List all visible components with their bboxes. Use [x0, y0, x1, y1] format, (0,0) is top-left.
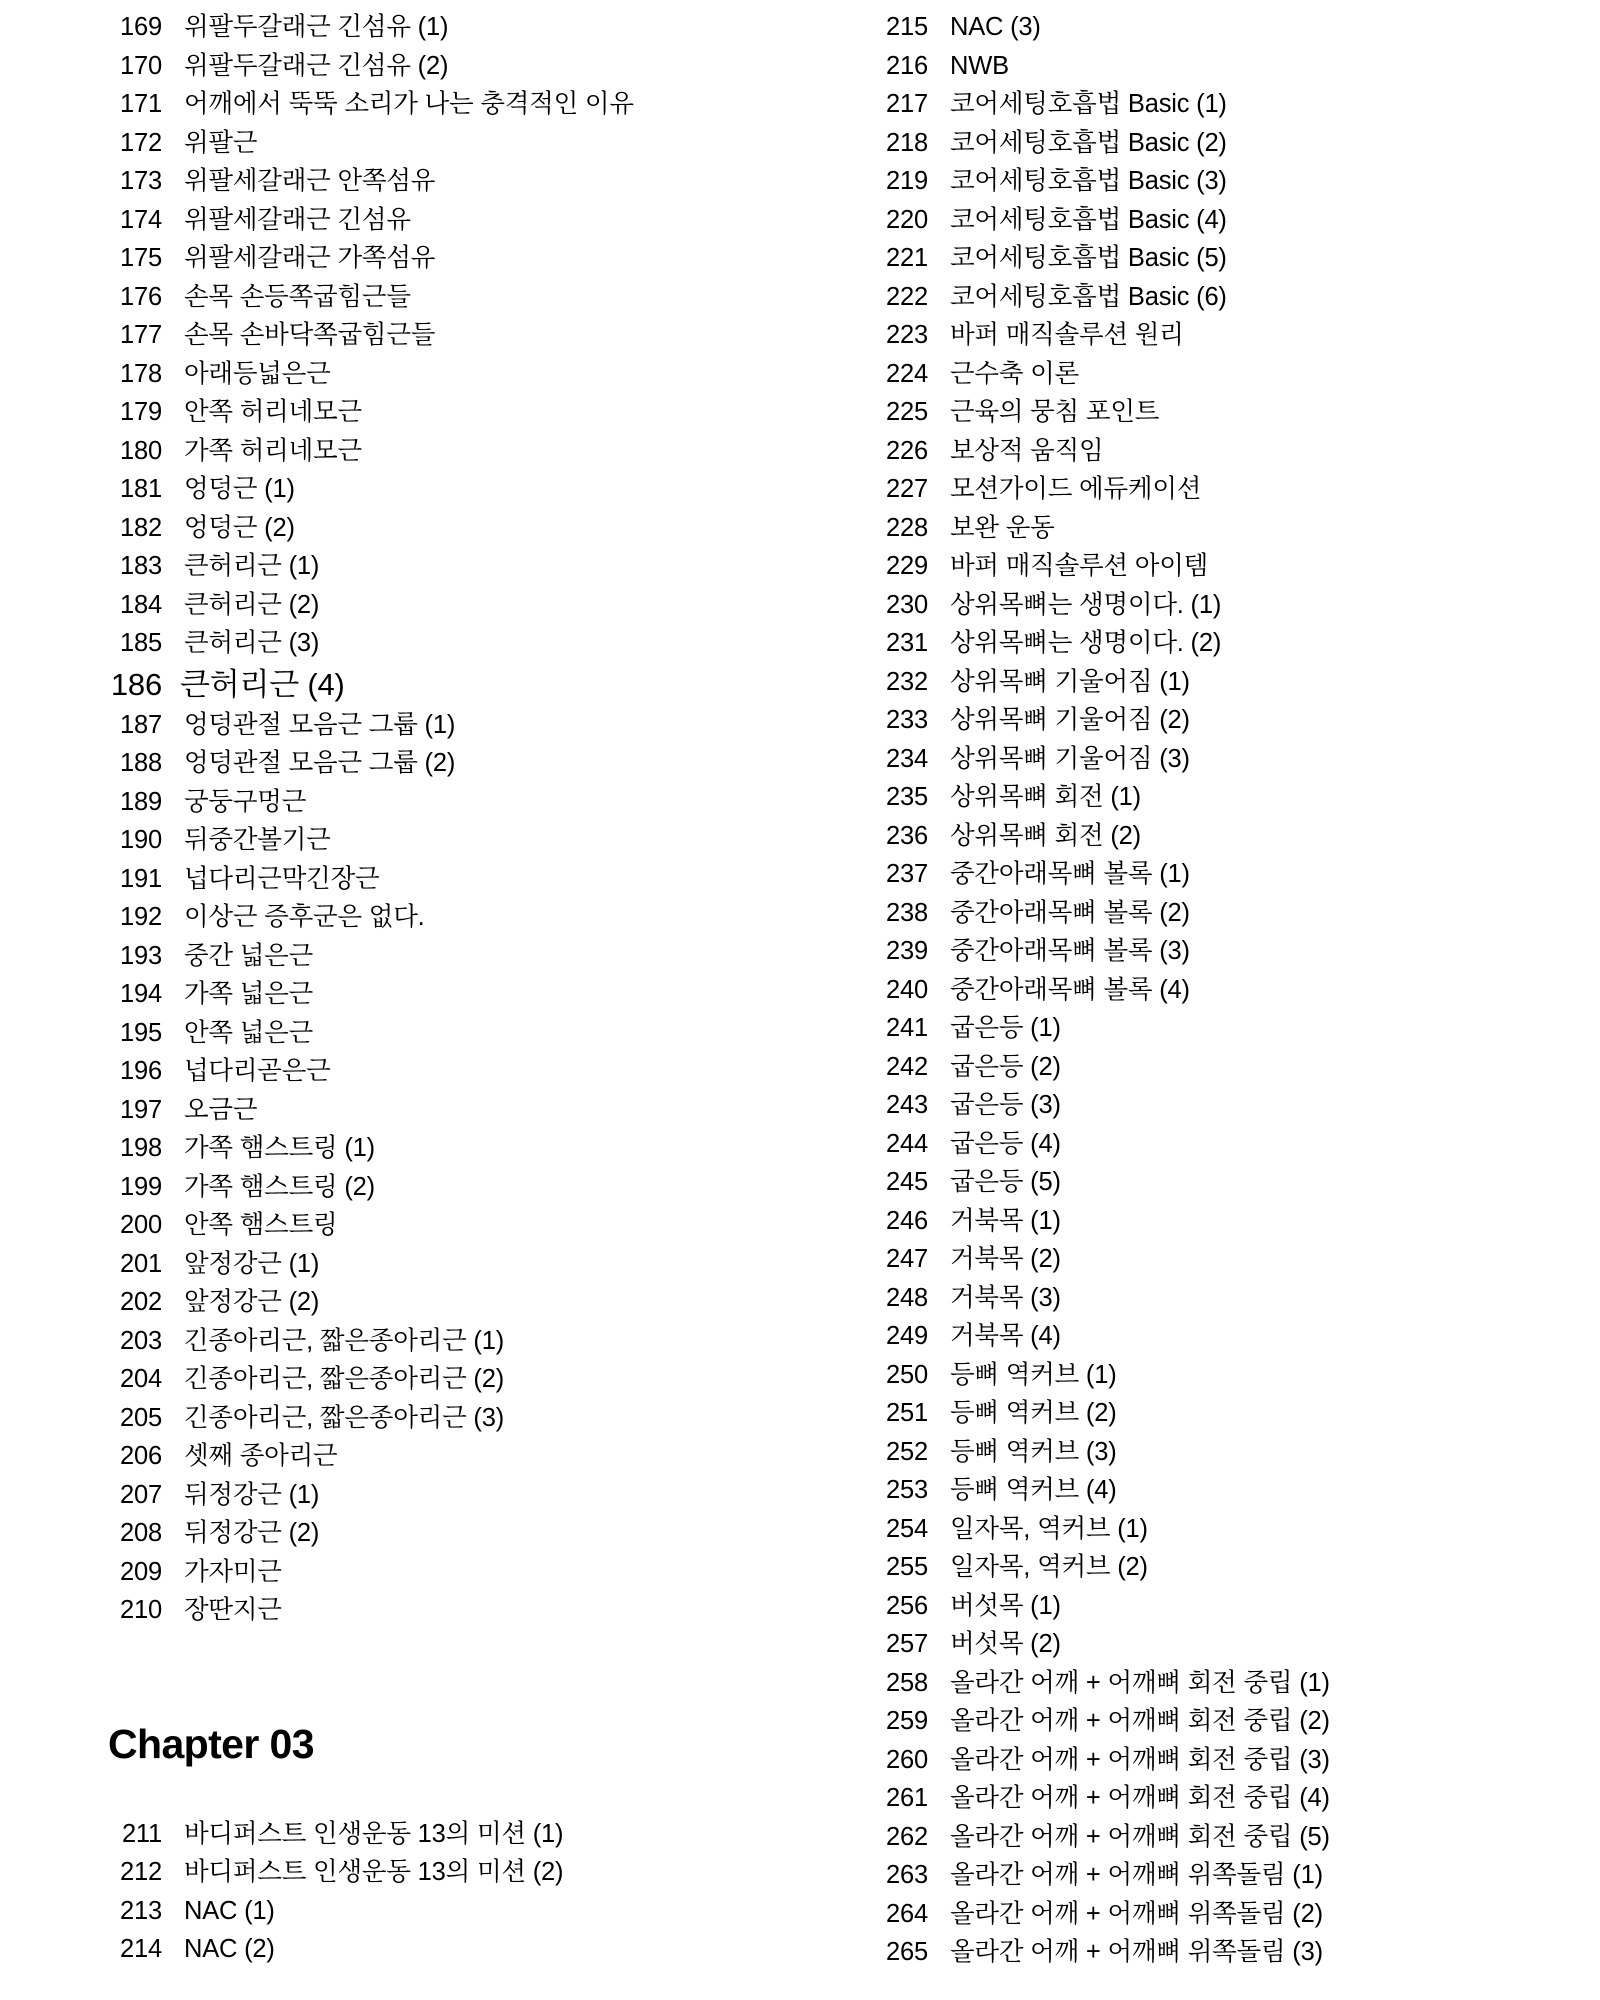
- toc-entry-title: 가자미근: [184, 1557, 282, 1586]
- toc-entry-title: 위팔두갈래근 긴섬유 (1): [184, 13, 449, 41]
- toc-list-left-chapter: [100, 1815, 780, 1969]
- toc-entry-title: 넙다리근막긴장근: [184, 864, 380, 893]
- toc-entry-title: 올라간 어깨 + 어깨뼈 위쪽돌림 (1): [950, 1861, 1323, 1889]
- toc-entry[interactable]: [100, 860, 780, 899]
- toc-entry-number: 224: [886, 359, 928, 388]
- toc-entry[interactable]: [100, 47, 780, 86]
- toc-entry[interactable]: [100, 432, 780, 471]
- toc-entry[interactable]: [866, 1625, 1546, 1664]
- toc-entry-number: 249: [886, 1322, 928, 1350]
- toc-entry-title: 올라간 어깨 + 어깨뼈 회전 중립 (5): [950, 1822, 1330, 1851]
- toc-entry-number: 246: [886, 1206, 928, 1235]
- toc-entry-title: 상위목뼈 기울어짐 (1): [950, 667, 1190, 696]
- toc-entry-number: 176: [120, 282, 162, 311]
- toc-right-column: [866, 8, 1546, 1972]
- toc-entry-title: 코어세팅호흡법 Basic (1): [950, 90, 1227, 118]
- toc-entry[interactable]: [100, 470, 780, 509]
- toc-entry[interactable]: [100, 898, 780, 937]
- toc-entry[interactable]: [100, 1437, 780, 1476]
- toc-entry[interactable]: [866, 47, 1546, 86]
- toc-left-column: [100, 8, 780, 1969]
- toc-entry-number: 204: [120, 1365, 162, 1393]
- toc-entry-title: 상위목뼈 기울어짐 (3): [950, 744, 1190, 773]
- toc-entry[interactable]: [866, 432, 1546, 471]
- toc-list-left: [100, 8, 780, 1630]
- toc-entry-title: 셋째 종아리근: [184, 1442, 338, 1470]
- toc-entry[interactable]: [866, 124, 1546, 163]
- toc-entry-number: 215: [886, 13, 928, 41]
- toc-entry-number: 225: [886, 398, 928, 426]
- toc-entry-title: 큰허리근 (2): [184, 590, 320, 619]
- toc-entry[interactable]: [866, 1779, 1546, 1818]
- toc-entry[interactable]: [866, 624, 1546, 663]
- toc-entry-title: 중간아래목뼈 볼록 (4): [950, 975, 1190, 1004]
- toc-entry-title: 오금근: [184, 1095, 258, 1124]
- toc-entry[interactable]: [866, 355, 1546, 394]
- toc-entry-title: 상위목뼈 회전 (2): [950, 821, 1141, 850]
- toc-entry-title: 위팔세갈래근 안쪽섬유: [184, 167, 436, 195]
- toc-entry-title: 코어세팅호흡법 Basic (3): [950, 167, 1227, 195]
- toc-entry-title: 가쪽 허리네모근: [184, 436, 362, 465]
- toc-entry-title: 거북목 (2): [950, 1245, 1061, 1273]
- toc-entry-number: 171: [120, 90, 162, 118]
- toc-entry[interactable]: [866, 509, 1546, 548]
- toc-entry-title: 엉덩관절 모음근 그룹 (1): [184, 710, 456, 739]
- toc-entry-number: 205: [120, 1403, 162, 1432]
- toc-entry[interactable]: [866, 1702, 1546, 1741]
- toc-entry-number: 199: [120, 1172, 162, 1201]
- toc-entry[interactable]: [100, 8, 780, 47]
- toc-entry-title: 손목 손등쪽굽힘근들: [184, 282, 411, 311]
- toc-entry-number: 258: [886, 1668, 928, 1697]
- toc-entry[interactable]: [866, 778, 1546, 817]
- toc-entry-title: 뒤정강근 (1): [184, 1480, 320, 1509]
- toc-entry-title: 올라간 어깨 + 어깨뼈 위쪽돌림 (2): [950, 1899, 1323, 1928]
- toc-entry-title: 엉덩관절 모음근 그룹 (2): [184, 749, 456, 777]
- toc-entry[interactable]: [866, 1433, 1546, 1472]
- toc-entry-number: 243: [886, 1091, 928, 1119]
- toc-entry[interactable]: [100, 1892, 780, 1931]
- toc-entry[interactable]: [100, 547, 780, 586]
- toc-entry-title: 가쪽 햄스트링 (2): [184, 1172, 375, 1201]
- toc-entry-title: 등뼈 역커브 (3): [950, 1437, 1117, 1466]
- toc-entry-title: NAC (3): [950, 13, 1041, 41]
- toc-entry-title: 버섯목 (2): [950, 1630, 1061, 1658]
- chapter-heading: Chapter 03: [108, 1720, 314, 1767]
- toc-entry[interactable]: [100, 1168, 780, 1207]
- toc-columns: [100, 8, 1530, 1972]
- toc-entry-title: 안쪽 허리네모근: [184, 398, 362, 426]
- toc-entry-number: 208: [120, 1519, 162, 1547]
- toc-entry[interactable]: [100, 586, 780, 625]
- toc-entry-title: 손목 손바닥쪽굽힘근들: [184, 321, 436, 349]
- toc-entry-number: 173: [120, 167, 162, 195]
- toc-entry-title: 앞정강근 (2): [184, 1288, 320, 1316]
- toc-entry[interactable]: [100, 783, 780, 822]
- toc-entry[interactable]: [866, 1163, 1546, 1202]
- toc-entry-title: 장딴지근: [184, 1596, 282, 1624]
- toc-entry-number: 232: [886, 667, 928, 696]
- toc-entry-title: 어깨에서 뚝뚝 소리가 나는 충격적인 이유: [184, 90, 634, 118]
- toc-entry[interactable]: [100, 975, 780, 1014]
- toc-entry-title: 중간 넓은근: [184, 941, 314, 970]
- toc-entry-title: 큰허리근 (3): [184, 629, 320, 657]
- toc-entry[interactable]: [866, 1125, 1546, 1164]
- toc-entry[interactable]: [100, 663, 780, 706]
- toc-entry[interactable]: [866, 1317, 1546, 1356]
- toc-entry-title: 모션가이드 에듀케이션: [950, 475, 1202, 503]
- toc-entry-number: 180: [120, 436, 162, 465]
- toc-entry[interactable]: [100, 1052, 780, 1091]
- toc-entry[interactable]: [866, 971, 1546, 1010]
- toc-entry-title: 올라간 어깨 + 어깨뼈 위쪽돌림 (3): [950, 1938, 1323, 1966]
- toc-entry-number: 195: [120, 1018, 162, 1047]
- toc-entry-number: 172: [120, 128, 162, 157]
- toc-entry-number: 170: [120, 51, 162, 80]
- toc-entry[interactable]: [100, 162, 780, 201]
- toc-entry[interactable]: [866, 1741, 1546, 1780]
- toc-entry-number: 218: [886, 128, 928, 157]
- toc-entry-title: 바디퍼스트 인생운동 13의 미션 (1): [184, 1819, 564, 1848]
- toc-entry-title: 긴종아리근, 짧은종아리근 (3): [184, 1403, 504, 1432]
- toc-entry-title: 상위목뼈는 생명이다. (2): [950, 629, 1222, 657]
- toc-entry[interactable]: [100, 1399, 780, 1438]
- toc-entry[interactable]: [100, 239, 780, 278]
- toc-entry-number: 191: [120, 864, 162, 893]
- toc-entry-number: 245: [886, 1168, 928, 1196]
- toc-entry-title: 거북목 (1): [950, 1206, 1061, 1235]
- toc-entry-number: 169: [120, 13, 162, 41]
- toc-entry[interactable]: [866, 1279, 1546, 1318]
- toc-entry-number: 251: [886, 1399, 928, 1427]
- toc-entry-title: 큰허리근 (4): [180, 666, 345, 702]
- toc-entry-title: 큰허리근 (1): [184, 552, 320, 580]
- toc-entry[interactable]: [866, 932, 1546, 971]
- toc-entry[interactable]: [100, 393, 780, 432]
- toc-entry-number: 236: [886, 821, 928, 850]
- toc-entry[interactable]: [100, 1283, 780, 1322]
- toc-entry-number: 256: [886, 1591, 928, 1620]
- toc-entry[interactable]: [100, 744, 780, 783]
- toc-entry-title: 굽은등 (4): [950, 1129, 1061, 1158]
- toc-entry[interactable]: [866, 1240, 1546, 1279]
- toc-entry-title: 긴종아리근, 짧은종아리근 (1): [184, 1326, 504, 1355]
- toc-entry-title: 굽은등 (2): [950, 1052, 1061, 1081]
- toc-entry[interactable]: [100, 1553, 780, 1592]
- toc-entry-number: 193: [120, 941, 162, 970]
- toc-entry-title: 근육의 뭉침 포인트: [950, 398, 1160, 426]
- toc-entry-number: 214: [120, 1935, 162, 1964]
- toc-entry[interactable]: [100, 1853, 780, 1892]
- toc-entry[interactable]: [866, 239, 1546, 278]
- toc-entry-title: 일자목, 역커브 (2): [950, 1553, 1148, 1581]
- toc-entry[interactable]: [100, 706, 780, 745]
- toc-entry-number: 257: [886, 1630, 928, 1658]
- toc-list-right: [866, 8, 1546, 1972]
- toc-entry[interactable]: [866, 393, 1546, 432]
- toc-entry[interactable]: [866, 201, 1546, 240]
- toc-entry-number: 220: [886, 205, 928, 234]
- toc-entry-title: 코어세팅호흡법 Basic (4): [950, 205, 1227, 234]
- toc-entry[interactable]: [100, 937, 780, 976]
- toc-entry-number: 216: [886, 51, 928, 80]
- toc-entry-number: 227: [886, 475, 928, 503]
- toc-entry-number: 238: [886, 898, 928, 927]
- toc-entry[interactable]: [866, 1471, 1546, 1510]
- toc-entry-title: 코어세팅호흡법 Basic (5): [950, 244, 1227, 272]
- toc-entry[interactable]: [100, 85, 780, 124]
- toc-entry-title: 엉덩근 (1): [184, 475, 295, 503]
- toc-entry[interactable]: [866, 547, 1546, 586]
- toc-entry-title: 코어세팅호흡법 Basic (6): [950, 282, 1227, 311]
- toc-entry[interactable]: [866, 470, 1546, 509]
- toc-entry[interactable]: [866, 894, 1546, 933]
- toc-entry-number: 239: [886, 937, 928, 965]
- toc-entry-number: 248: [886, 1283, 928, 1312]
- toc-entry[interactable]: [100, 1206, 780, 1245]
- toc-entry-number: 192: [120, 903, 162, 931]
- toc-entry-number: 183: [120, 552, 162, 580]
- toc-entry-number: 203: [120, 1326, 162, 1355]
- toc-entry[interactable]: [100, 624, 780, 663]
- toc-entry-number: 186: [110, 666, 162, 702]
- toc-entry-title: 넙다리곧은근: [184, 1057, 331, 1085]
- toc-entry-number: 197: [120, 1095, 162, 1124]
- toc-entry-title: 상위목뼈는 생명이다. (1): [950, 590, 1222, 619]
- toc-entry-number: 179: [120, 398, 162, 426]
- toc-entry-title: 등뼈 역커브 (2): [950, 1399, 1117, 1427]
- toc-entry-number: 211: [121, 1819, 162, 1848]
- toc-entry[interactable]: [866, 85, 1546, 124]
- toc-entry-title: 보완 운동: [950, 513, 1055, 542]
- toc-entry[interactable]: [866, 1356, 1546, 1395]
- toc-entry-title: 근수축 이론: [950, 359, 1080, 388]
- toc-entry[interactable]: [866, 1086, 1546, 1125]
- toc-entry[interactable]: [100, 1091, 780, 1130]
- toc-entry-number: 228: [886, 513, 928, 542]
- toc-entry-number: 194: [120, 980, 162, 1008]
- toc-entry-number: 178: [120, 359, 162, 388]
- toc-entry[interactable]: [866, 316, 1546, 355]
- toc-entry[interactable]: [100, 124, 780, 163]
- toc-entry[interactable]: [866, 740, 1546, 779]
- toc-entry[interactable]: [100, 1014, 780, 1053]
- toc-entry[interactable]: [866, 1818, 1546, 1857]
- toc-entry-title: 안쪽 넓은근: [184, 1018, 314, 1047]
- toc-entry-number: 262: [886, 1822, 928, 1851]
- toc-entry-number: 247: [886, 1245, 928, 1273]
- toc-entry-title: 뒤중간볼기근: [184, 826, 331, 854]
- toc-entry[interactable]: [866, 663, 1546, 702]
- toc-entry-title: 등뼈 역커브 (1): [950, 1360, 1117, 1389]
- toc-entry[interactable]: [866, 1009, 1546, 1048]
- toc-entry[interactable]: [866, 1664, 1546, 1703]
- toc-entry-title: 중간아래목뼈 볼록 (2): [950, 898, 1190, 927]
- toc-entry-number: 190: [120, 826, 162, 854]
- toc-entry-number: 200: [120, 1211, 162, 1239]
- toc-entry[interactable]: [100, 1514, 780, 1553]
- toc-entry-number: 223: [886, 321, 928, 349]
- toc-entry[interactable]: [100, 821, 780, 860]
- toc-entry-number: 198: [120, 1134, 162, 1162]
- toc-entry[interactable]: [866, 1510, 1546, 1549]
- toc-entry[interactable]: [100, 509, 780, 548]
- toc-entry-title: 위팔세갈래근 가쪽섬유: [184, 244, 436, 272]
- toc-entry[interactable]: [866, 1548, 1546, 1587]
- toc-entry-title: 굽은등 (1): [950, 1014, 1061, 1042]
- toc-entry-title: 아래등넓은근: [184, 359, 331, 388]
- toc-entry-title: 중간아래목뼈 볼록 (3): [950, 937, 1190, 965]
- toc-entry[interactable]: [866, 8, 1546, 47]
- toc-entry-number: 233: [886, 706, 928, 734]
- toc-entry-number: 222: [886, 282, 928, 311]
- toc-entry-title: 등뼈 역커브 (4): [950, 1476, 1117, 1504]
- toc-entry-title: 중간아래목뼈 볼록 (1): [950, 860, 1190, 888]
- toc-entry-title: 상위목뼈 기울어짐 (2): [950, 706, 1190, 734]
- toc-entry[interactable]: [100, 1245, 780, 1284]
- toc-entry-number: 182: [120, 513, 162, 542]
- toc-entry-title: 올라간 어깨 + 어깨뼈 회전 중립 (1): [950, 1668, 1330, 1697]
- toc-entry-number: 260: [886, 1745, 928, 1774]
- toc-entry-number: 252: [886, 1437, 928, 1466]
- toc-entry-title: 거북목 (3): [950, 1283, 1061, 1312]
- toc-entry[interactable]: [100, 1129, 780, 1168]
- toc-entry-number: 202: [120, 1288, 162, 1316]
- toc-entry-number: 263: [886, 1861, 928, 1889]
- toc-entry-number: 189: [120, 787, 162, 816]
- toc-entry-number: 265: [886, 1938, 928, 1966]
- toc-entry-number: 254: [886, 1514, 928, 1543]
- toc-entry-number: 213: [120, 1896, 162, 1925]
- toc-entry[interactable]: [866, 1394, 1546, 1433]
- toc-entry[interactable]: [100, 1930, 780, 1969]
- toc-entry-number: 255: [886, 1553, 928, 1581]
- toc-entry[interactable]: [866, 817, 1546, 856]
- toc-entry-title: 위팔근: [184, 128, 258, 157]
- toc-entry-number: 174: [120, 205, 162, 234]
- toc-entry-title: 가쪽 넓은근: [184, 980, 314, 1008]
- toc-entry-number: 210: [120, 1596, 162, 1624]
- toc-entry-title: 엉덩근 (2): [184, 513, 295, 542]
- toc-entry[interactable]: [100, 1322, 780, 1361]
- toc-entry-number: 206: [120, 1442, 162, 1470]
- toc-entry[interactable]: [866, 701, 1546, 740]
- toc-entry-number: 196: [120, 1057, 162, 1085]
- toc-entry-title: 위팔두갈래근 긴섬유 (2): [184, 51, 449, 80]
- toc-entry-title: 올라간 어깨 + 어깨뼈 회전 중립 (2): [950, 1707, 1330, 1735]
- toc-entry-title: 안쪽 햄스트링: [184, 1211, 338, 1239]
- toc-entry-title: 보상적 움직임: [950, 436, 1104, 465]
- toc-entry-number: 188: [120, 749, 162, 777]
- toc-entry-number: 201: [120, 1249, 162, 1278]
- toc-entry-title: 굽은등 (5): [950, 1168, 1061, 1196]
- toc-entry-number: 229: [886, 552, 928, 580]
- toc-entry-title: 올라간 어깨 + 어깨뼈 회전 중립 (3): [950, 1745, 1330, 1774]
- toc-entry-title: NWB: [950, 51, 1009, 80]
- toc-entry-number: 217: [886, 90, 928, 118]
- toc-entry[interactable]: [866, 278, 1546, 317]
- toc-entry[interactable]: [100, 1815, 780, 1854]
- toc-entry[interactable]: [866, 1895, 1546, 1934]
- toc-entry-number: 209: [120, 1557, 162, 1586]
- toc-entry-title: 바디퍼스트 인생운동 13의 미션 (2): [184, 1858, 564, 1887]
- toc-entry-number: 241: [886, 1014, 928, 1042]
- toc-entry[interactable]: [866, 1048, 1546, 1087]
- toc-entry-number: 230: [886, 590, 928, 619]
- toc-entry-number: 237: [886, 860, 928, 888]
- toc-entry-number: 226: [886, 436, 928, 465]
- toc-entry-number: 240: [886, 975, 928, 1004]
- toc-entry-number: 250: [886, 1360, 928, 1389]
- toc-entry-number: 242: [886, 1052, 928, 1081]
- chapter-spacer: [100, 1767, 780, 1815]
- toc-entry[interactable]: [866, 586, 1546, 625]
- toc-entry-title: 올라간 어깨 + 어깨뼈 회전 중립 (4): [950, 1784, 1330, 1812]
- toc-entry-title: NAC (2): [184, 1935, 275, 1964]
- toc-entry-number: 264: [886, 1899, 928, 1928]
- toc-entry-number: 261: [886, 1784, 928, 1812]
- toc-entry-title: 굽은등 (3): [950, 1091, 1061, 1119]
- toc-entry[interactable]: [100, 1476, 780, 1515]
- toc-entry-title: 일자목, 역커브 (1): [950, 1514, 1148, 1543]
- toc-entry-title: 거북목 (4): [950, 1322, 1061, 1350]
- toc-entry-title: 긴종아리근, 짧은종아리근 (2): [184, 1365, 504, 1393]
- toc-entry[interactable]: [866, 855, 1546, 894]
- toc-entry-number: 221: [886, 244, 928, 272]
- toc-entry[interactable]: [100, 355, 780, 394]
- toc-entry-title: 뒤정강근 (2): [184, 1519, 320, 1547]
- toc-entry-title: 이상근 증후군은 없다.: [184, 903, 425, 931]
- toc-entry-number: 212: [120, 1858, 162, 1887]
- toc-entry[interactable]: [866, 1933, 1546, 1972]
- toc-entry-title: 앞정강근 (1): [184, 1249, 320, 1278]
- toc-entry-title: 바퍼 매직솔루션 원리: [950, 321, 1184, 349]
- toc-entry-number: 207: [120, 1480, 162, 1509]
- toc-entry-title: 궁둥구멍근: [184, 787, 307, 816]
- toc-entry-number: 219: [886, 167, 928, 195]
- toc-entry[interactable]: [866, 1202, 1546, 1241]
- toc-entry-title: 위팔세갈래근 긴섬유: [184, 205, 411, 234]
- toc-entry-title: 가쪽 햄스트링 (1): [184, 1134, 375, 1162]
- toc-entry-number: 177: [120, 321, 162, 349]
- toc-entry[interactable]: [100, 1591, 780, 1630]
- toc-entry-number: 253: [886, 1476, 928, 1504]
- toc-entry-number: 181: [120, 475, 162, 503]
- toc-entry[interactable]: [100, 278, 780, 317]
- toc-entry-title: 코어세팅호흡법 Basic (2): [950, 128, 1227, 157]
- toc-entry-number: 231: [886, 629, 928, 657]
- toc-entry[interactable]: [100, 1360, 780, 1399]
- toc-entry-number: 235: [886, 783, 928, 811]
- toc-entry[interactable]: [866, 1587, 1546, 1626]
- toc-entry[interactable]: [866, 162, 1546, 201]
- toc-entry-number: 185: [120, 629, 162, 657]
- toc-entry-number: 184: [120, 590, 162, 619]
- toc-entry[interactable]: [100, 201, 780, 240]
- toc-entry-number: 259: [886, 1707, 928, 1735]
- toc-entry-number: 187: [120, 710, 162, 739]
- toc-entry-title: 상위목뼈 회전 (1): [950, 783, 1141, 811]
- toc-entry-number: 175: [120, 244, 162, 272]
- toc-entry[interactable]: [100, 316, 780, 355]
- toc-entry-number: 244: [886, 1129, 928, 1158]
- toc-entry-title: NAC (1): [184, 1896, 275, 1925]
- toc-entry-title: 바퍼 매직솔루션 아이템: [950, 552, 1209, 580]
- toc-entry[interactable]: [866, 1856, 1546, 1895]
- toc-entry-title: 버섯목 (1): [950, 1591, 1061, 1620]
- toc-entry-number: 234: [886, 744, 928, 773]
